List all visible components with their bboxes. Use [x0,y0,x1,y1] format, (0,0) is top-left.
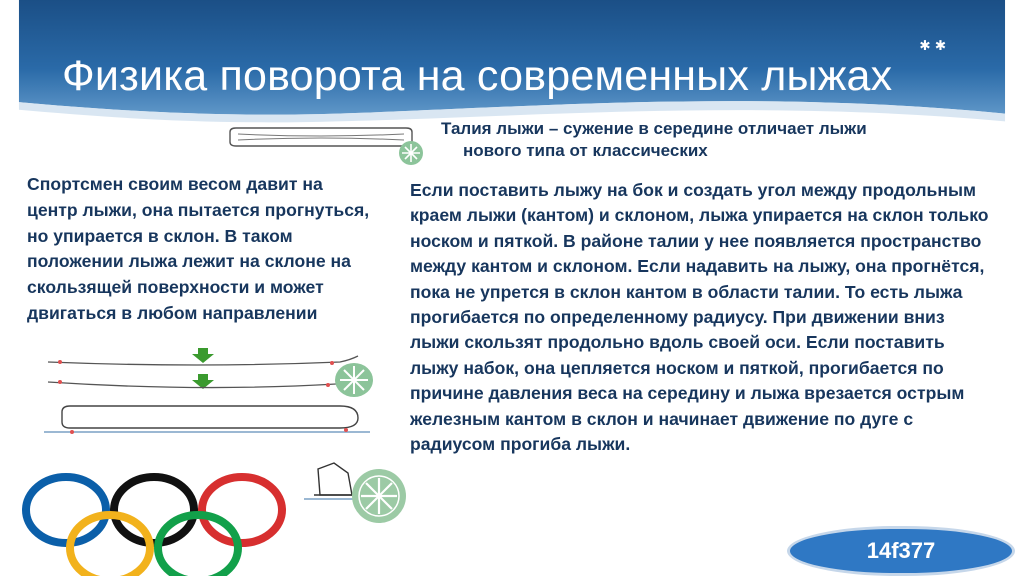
waist-caption-line2: нового типа от классических [463,141,708,160]
snowflake-emblem-icon [398,140,424,166]
down-arrow-icon [192,374,214,389]
down-arrow-icon [192,348,214,363]
slide-id-badge: 14f377 [787,526,1015,576]
snowflake-emblem-icon [350,468,408,524]
slide-title: Физика поворота на современных лыжах [62,52,893,100]
snow-deco-icon: ✱ ✱ [919,38,947,55]
snowflake-emblem-icon [334,362,374,398]
waist-caption [441,118,1001,162]
olympic-rings-logo [14,472,294,576]
left-paragraph: Спортсмен своим весом давит на центр лыжи, она пытается прогнуться, но упирается в склон. В таком положении лыжа лежит на склоне на скользящей поверхности и может двигаться в любом направлении [27,174,370,323]
right-paragraph: Если поставить лыжу на бок и создать угол между продольным краем лыжи (кантом) и склоном, лыжа упирается на склон только носком и пяткой. В районе талии у нее появляется пространство между кантом и склоном. Если надавить на лыжу, она прогнётся, пока не упрется в склон кантом в области талии. То есть лыжа прогибается по определенному радиусу. При движении вниз лыжи скользят продольно вдоль своей оси. Если поставить лыжу набок, она цепляется носком и пяткой, прогибается по причине давления веса на середину и лыжа врезается острым железным кантом в склон и начинает движение по дуге с радиусом прогиба лыжи. [410,180,989,455]
ski-flex-diagram [40,344,380,440]
waist-caption-line1: Талия лыжи – сужение в середине отличает лыжи [441,119,867,138]
ski-waist-illustration [226,126,416,150]
